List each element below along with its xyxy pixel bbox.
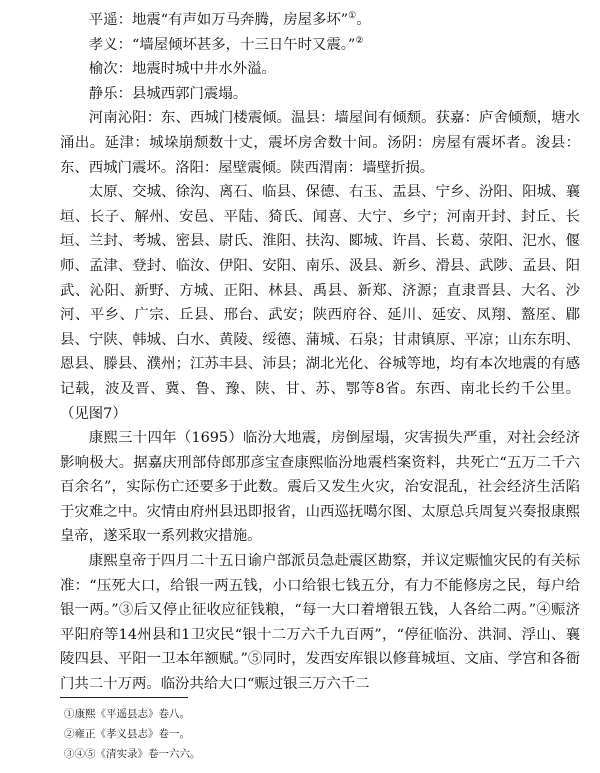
paragraph-text: 河南沁阳：东、西城门楼震倾。温县：墙屋间有倾颓。获嘉：庐舍倾颓，塘水涌出。延津：城垛崩颓数十丈，震坏房舍数十间。汤阴：房屋有震坏者。浚县：东、西城门震坏。洛阳：屋壁震倾。陕西渭南：墙壁折损。 bbox=[60, 110, 580, 176]
paragraph-jingle bbox=[60, 82, 580, 107]
body-text bbox=[60, 8, 580, 697]
paragraph-linfen-1695 bbox=[60, 426, 580, 549]
footnote-divider bbox=[60, 697, 188, 698]
paragraph-pingyao bbox=[60, 8, 580, 33]
footnote-ref: ① bbox=[348, 11, 357, 22]
paragraph-henan bbox=[60, 106, 580, 180]
paragraph-text: 康熙三十四年（1695）临汾大地震，房倒屋塌，灾害损失严重，对社会经济影响极大。据嘉庆刑部侍郎那彦宝查康熙临汾地震档案资料，共死亡“五万二千六百余名”，实际伤亡还要多于此数。震后又发生火灾，治安混乱，社会经济生活陷于灾难之中。灾情由府州县迅即报省，山西巡抚噶尔图、太原总兵周复兴奏报康熙皇帝，遂采取一系列救灾措施。 bbox=[60, 430, 580, 545]
paragraph-xiaoyi bbox=[60, 33, 580, 58]
paragraph-text: 康熙皇帝于四月二十五日谕户部派员急赴震区勘察，并议定赈恤灾民的有关标准：“压死大口，给银一两五钱，小口给银七钱五分，有力不能修房之民，每户给银一两。”③后又停止征收应征钱粮，“每一大口着增银五钱，人各给二两。”④赈济平阳府等14州县和1卫灾民“银十二万六千九百两”，“停征临汾、洪洞、浮山、襄陵四县、平阳一卫本年额赋。”⑤同时，发西安库银以修葺城垣、文庙、学宫和各衙门共二十万两。临汾共给大口“赈过银三万六千二 bbox=[60, 553, 580, 693]
footnote-item: ①康熙《平遥县志》卷八。 bbox=[64, 708, 190, 720]
paragraph-text: 榆次：地震时城中井水外溢。 bbox=[88, 61, 276, 78]
paragraph-felt-areas bbox=[60, 180, 580, 426]
paragraph-tail: 。 bbox=[356, 12, 371, 28]
paragraph-relief-measures bbox=[60, 549, 580, 697]
paragraph-yuci bbox=[60, 57, 580, 82]
paragraph-text: 静乐：县城西郭门震塌。 bbox=[88, 85, 248, 102]
footnote-item: ②雍正《孝义县志》卷一。 bbox=[64, 728, 190, 740]
footnote-item: ③④⑤《清实录》卷一六六。 bbox=[64, 748, 201, 760]
footnote-ref: ② bbox=[355, 35, 364, 46]
footnotes bbox=[64, 704, 564, 764]
paragraph-text: 孝义：“墙屋倾坏甚多，十三日午时又震。” bbox=[88, 36, 356, 53]
paragraph-text: 太原、交城、徐沟、离石、临县、保德、右玉、盂县、宁乡、汾阳、阳城、襄垣、长子、解州、安邑、平陆、猗氏、闻喜、大宁、乡宁；河南开封、封丘、长垣、兰封、考城、密县、尉氏、淮阳、扶沟、郾城、许昌、长葛、荥阳、汜水、偃师、孟津、登封、临汝、伊阳、安阳、南乐、汲县、新乡、滑县、武陟、孟县、阳武、沁阳、新野、方城、正阳、林县、禹县、新郑、济源；直隶晋县、大名、沙河、平乡、广宗、丘县、邢台、武安；陕西府谷、延川、延安、凤翔、盩厔、郿县、宁陕、韩城、白水、黄陵、绥德、蒲城、石泉；甘肃镇原、平凉；山东东明、恩县、滕县、濮州；江苏丰县、沛县；湖北光化、谷城等地，均有本次地震的有感记载，波及晋、冀、鲁、豫、陕、甘、苏、鄂等8省。东西、南北长约千公里。（见图7） bbox=[60, 184, 580, 422]
paragraph-text: 平遥：地震“有声如万马奔腾，房屋多坏” bbox=[88, 12, 349, 28]
